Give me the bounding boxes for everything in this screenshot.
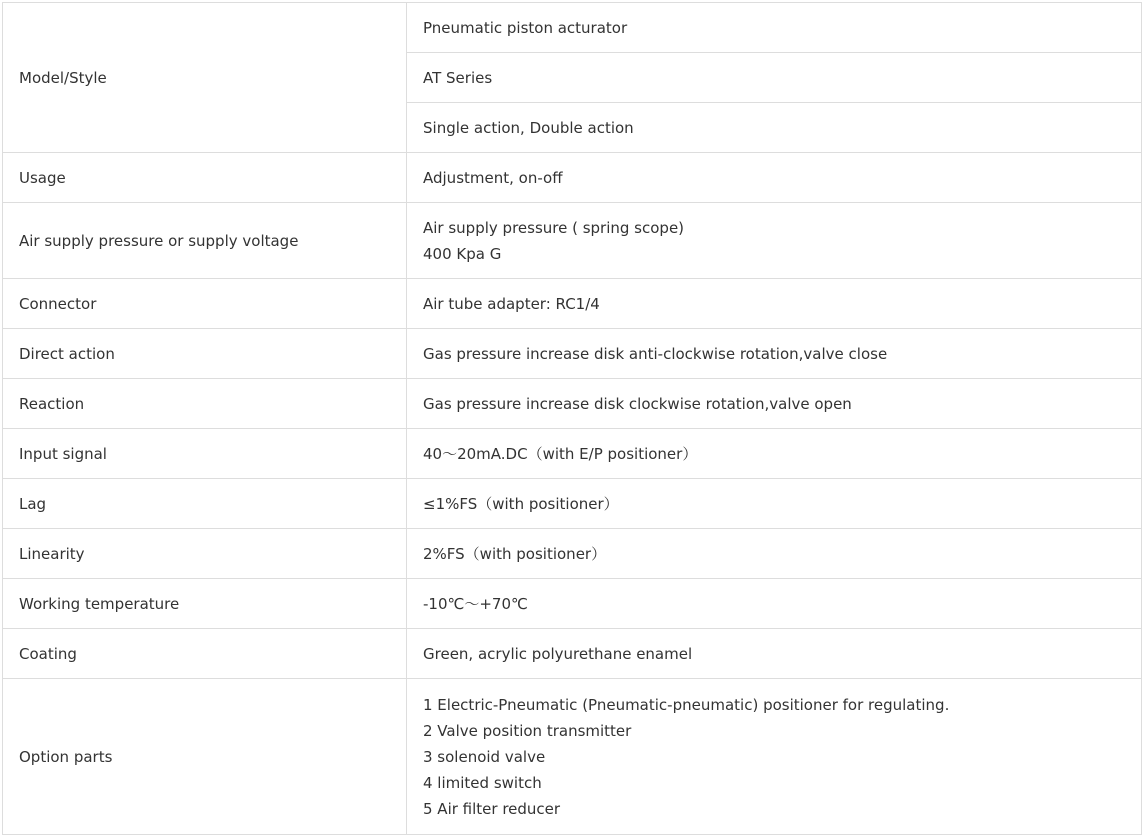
row-value: Single action, Double action (407, 103, 1142, 153)
row-value: Air tube adapter: RC1/4 (407, 279, 1142, 329)
table-row (3, 679, 1142, 835)
row-value: Gas pressure increase disk clockwise rotation,valve open (407, 379, 1142, 429)
row-label: Input signal (3, 429, 407, 479)
value-line: 1 Electric-Pneumatic (Pneumatic-pneumatic) positioner for regulating. (423, 695, 950, 714)
table-row (3, 3, 1142, 53)
row-label: Usage (3, 153, 407, 203)
value-line: 5 Air filter reducer (423, 799, 561, 818)
row-label: Working temperature (3, 579, 407, 629)
row-label: Option parts (3, 679, 407, 835)
row-value: -10℃～+70℃ (407, 579, 1142, 629)
row-label: Lag (3, 479, 407, 529)
table-row (3, 379, 1142, 429)
value-line: 4 limited switch (423, 773, 542, 792)
table-row (3, 203, 1142, 279)
row-value: Gas pressure increase disk anti-clockwise rotation,valve close (407, 329, 1142, 379)
row-label: Coating (3, 629, 407, 679)
row-label: Model/Style (3, 3, 407, 153)
row-label: Linearity (3, 529, 407, 579)
value-line: 3 solenoid valve (423, 747, 546, 766)
table-row (3, 153, 1142, 203)
row-value: Green, acrylic polyurethane enamel (407, 629, 1142, 679)
row-label: Reaction (3, 379, 407, 429)
value-line: 2 Valve position transmitter (423, 721, 632, 740)
row-value (407, 679, 1142, 835)
row-value: Adjustment, on-off (407, 153, 1142, 203)
row-label: Air supply pressure or supply voltage (3, 203, 407, 279)
row-label: Direct action (3, 329, 407, 379)
spec-table (2, 2, 1142, 835)
table-row (3, 329, 1142, 379)
value-line: 400 Kpa G (423, 244, 502, 263)
row-value: ≤1%FS（with positioner） (407, 479, 1142, 529)
table-row (3, 629, 1142, 679)
row-value: Pneumatic piston acturator (407, 3, 1142, 53)
table-row (3, 279, 1142, 329)
table-row (3, 429, 1142, 479)
row-value: 2%FS（with positioner） (407, 529, 1142, 579)
table-row (3, 479, 1142, 529)
row-value: AT Series (407, 53, 1142, 103)
table-row (3, 529, 1142, 579)
value-line: Air supply pressure ( spring scope) (423, 218, 685, 237)
row-label: Connector (3, 279, 407, 329)
row-value: 40～20mA.DC（with E/P positioner） (407, 429, 1142, 479)
row-value (407, 203, 1142, 279)
table-row (3, 579, 1142, 629)
